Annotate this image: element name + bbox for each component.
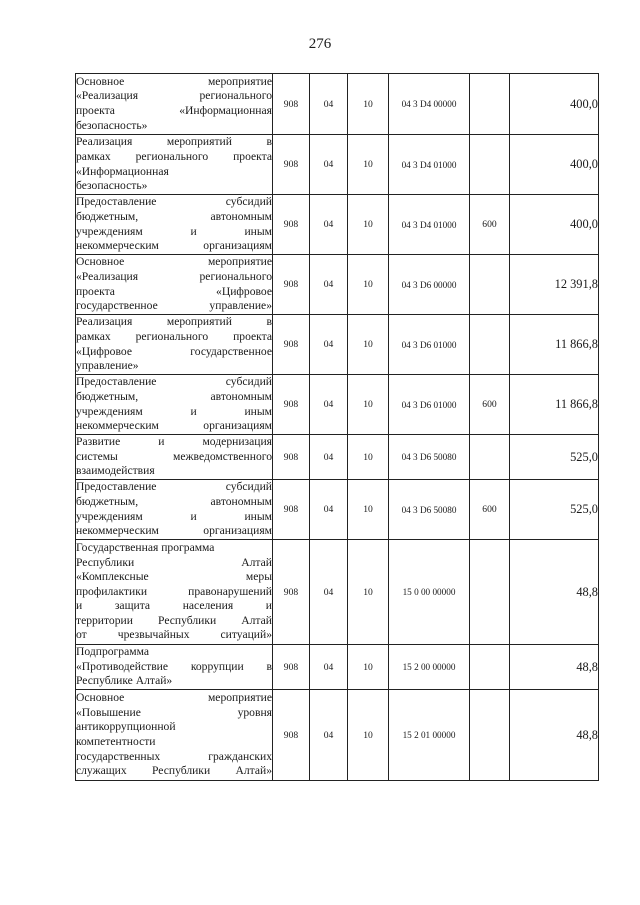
description-line: проекта «Информационная [76,104,272,117]
description-line: бюджетным, автономным [76,494,272,508]
subsection-code: 10 [348,74,389,135]
section-code: 04 [310,135,348,195]
table-row [76,135,599,195]
description-line: управление» [76,359,139,373]
section-code: 04 [310,195,348,255]
target-article-code: 15 0 00 00000 [389,540,470,645]
description-line: компетентности [76,735,156,748]
description-line: Предоставление субсидий [76,195,272,209]
description-line: рамках регионального проекта [76,329,272,343]
row-description [76,540,273,645]
description-line: некоммерческим организациям [76,419,272,433]
description-line: безопасность» [76,179,148,193]
subsection-code: 10 [348,690,389,781]
table-row [76,375,599,435]
amount-value: 48,8 [510,645,599,690]
description-line: некоммерческим организациям [76,239,272,253]
subsection-code: 10 [348,195,389,255]
subsection-code: 10 [348,315,389,375]
amount-value: 400,0 [510,195,599,255]
description-line: «Реализация регионального [76,269,272,283]
description-line: Основное мероприятие [76,74,272,88]
expense-type-code [470,540,510,645]
description-line: Подпрограмма [76,645,149,659]
amount-value: 48,8 [510,690,599,781]
description-line: «Реализация регионального [76,89,272,103]
grbs-code: 908 [273,195,310,255]
description-line: государственных гражданских [76,749,272,763]
subsection-code: 10 [348,135,389,195]
subsection-code: 10 [348,255,389,315]
description-line: системы межведомственного [76,449,272,463]
section-code: 04 [310,645,348,690]
target-article-code: 04 3 D4 00000 [389,74,470,135]
description-line: «Повышение уровня [76,705,272,719]
row-description [76,435,273,480]
row-description [76,480,273,540]
description-line: и защита населения и [76,599,272,613]
row-description [76,315,273,375]
target-article-code: 04 3 D6 00000 [389,255,470,315]
target-article-code: 04 3 D6 50080 [389,435,470,480]
description-line: взаимодействия [76,464,155,478]
grbs-code: 908 [273,74,310,135]
grbs-code: 908 [273,435,310,480]
section-code: 04 [310,690,348,781]
expense-type-code [470,135,510,195]
target-article-code: 15 2 00 00000 [389,645,470,690]
section-code: 04 [310,375,348,435]
row-description [76,690,273,781]
row-description [76,255,273,315]
grbs-code: 908 [273,255,310,315]
table-row [76,255,599,315]
subsection-code: 10 [348,435,389,480]
amount-value: 48,8 [510,540,599,645]
target-article-code: 04 3 D4 01000 [389,135,470,195]
amount-value: 11 866,8 [510,375,599,435]
page-number: 276 [308,36,332,52]
subsection-code: 10 [348,645,389,690]
subsection-code: 10 [348,375,389,435]
description-line: Реализация мероприятий в [76,135,272,149]
amount-value: 525,0 [510,480,599,540]
row-description [76,375,273,435]
description-line: некоммерческим организациям [76,524,272,538]
description-line: рамках регионального проекта [76,149,272,163]
description-line: учреждениям и иным [76,404,272,418]
section-code: 04 [310,315,348,375]
description-line: проекта «Цифровое [76,284,272,298]
grbs-code: 908 [273,690,310,781]
table-row [76,315,599,375]
target-article-code: 04 3 D6 01000 [389,315,470,375]
target-article-code: 04 3 D6 50080 [389,480,470,540]
grbs-code: 908 [273,135,310,195]
row-description [76,645,273,690]
table-row [76,690,599,781]
description-line: Основное мероприятие [76,255,272,269]
description-line: территории Республики Алтай [76,613,272,627]
section-code: 04 [310,435,348,480]
section-code: 04 [310,255,348,315]
expense-type-code: 600 [470,375,510,435]
row-description [76,195,273,255]
description-line: от чрезвычайных ситуаций» [76,628,272,642]
amount-value: 400,0 [510,135,599,195]
target-article-code: 04 3 D4 01000 [389,195,470,255]
subsection-code: 10 [348,480,389,540]
subsection-code: 10 [348,540,389,645]
row-description [76,135,273,195]
description-line: Предоставление субсидий [76,375,272,389]
budget-table [75,73,599,781]
expense-type-code [470,435,510,480]
grbs-code: 908 [273,645,310,690]
description-line: «Цифровое государственное [76,344,272,358]
target-article-code: 15 2 01 00000 [389,690,470,781]
description-line: «Противодействие коррупции в [76,659,272,673]
expense-type-code [470,315,510,375]
description-line: Развитие и модернизация [76,435,272,449]
target-article-code: 04 3 D6 01000 [389,375,470,435]
description-line: Предоставление субсидий [76,480,272,494]
grbs-code: 908 [273,315,310,375]
description-line: Республике Алтай» [76,674,173,688]
grbs-code: 908 [273,540,310,645]
description-line: «Информационная [76,164,169,178]
description-line: Государственная программа [76,540,215,554]
table-row [76,480,599,540]
grbs-code: 908 [273,375,310,435]
description-line: профилактики правонарушений [76,584,272,598]
expense-type-code [470,255,510,315]
section-code: 04 [310,480,348,540]
description-line: бюджетным, автономным [76,389,272,403]
section-code: 04 [310,540,348,645]
description-line: бюджетным, автономным [76,209,272,223]
description-line: безопасность» [76,118,148,132]
expense-type-code: 600 [470,480,510,540]
description-line: «Комплексные меры [76,570,272,584]
description-line: государственное управление» [76,299,272,313]
table-row [76,435,599,480]
table-row [76,74,599,135]
description-line: учреждениям и иным [76,509,272,523]
expense-type-code: 600 [470,195,510,255]
row-description [76,74,273,135]
expense-type-code [470,690,510,781]
amount-value: 11 866,8 [510,315,599,375]
description-line: учреждениям и иным [76,224,272,238]
expense-type-code [470,645,510,690]
expense-type-code [470,74,510,135]
amount-value: 12 391,8 [510,255,599,315]
amount-value: 400,0 [510,74,599,135]
table-row [76,645,599,690]
grbs-code: 908 [273,480,310,540]
description-line: служащих Республики Алтай» [76,764,272,778]
section-code: 04 [310,74,348,135]
description-line: Реализация мероприятий в [76,315,272,329]
amount-value: 525,0 [510,435,599,480]
table-row [76,540,599,645]
description-line: антикоррупционной [76,720,176,734]
table-row [76,195,599,255]
description-line: Республики Алтай [76,555,272,569]
description-line: Основное мероприятие [76,691,272,705]
